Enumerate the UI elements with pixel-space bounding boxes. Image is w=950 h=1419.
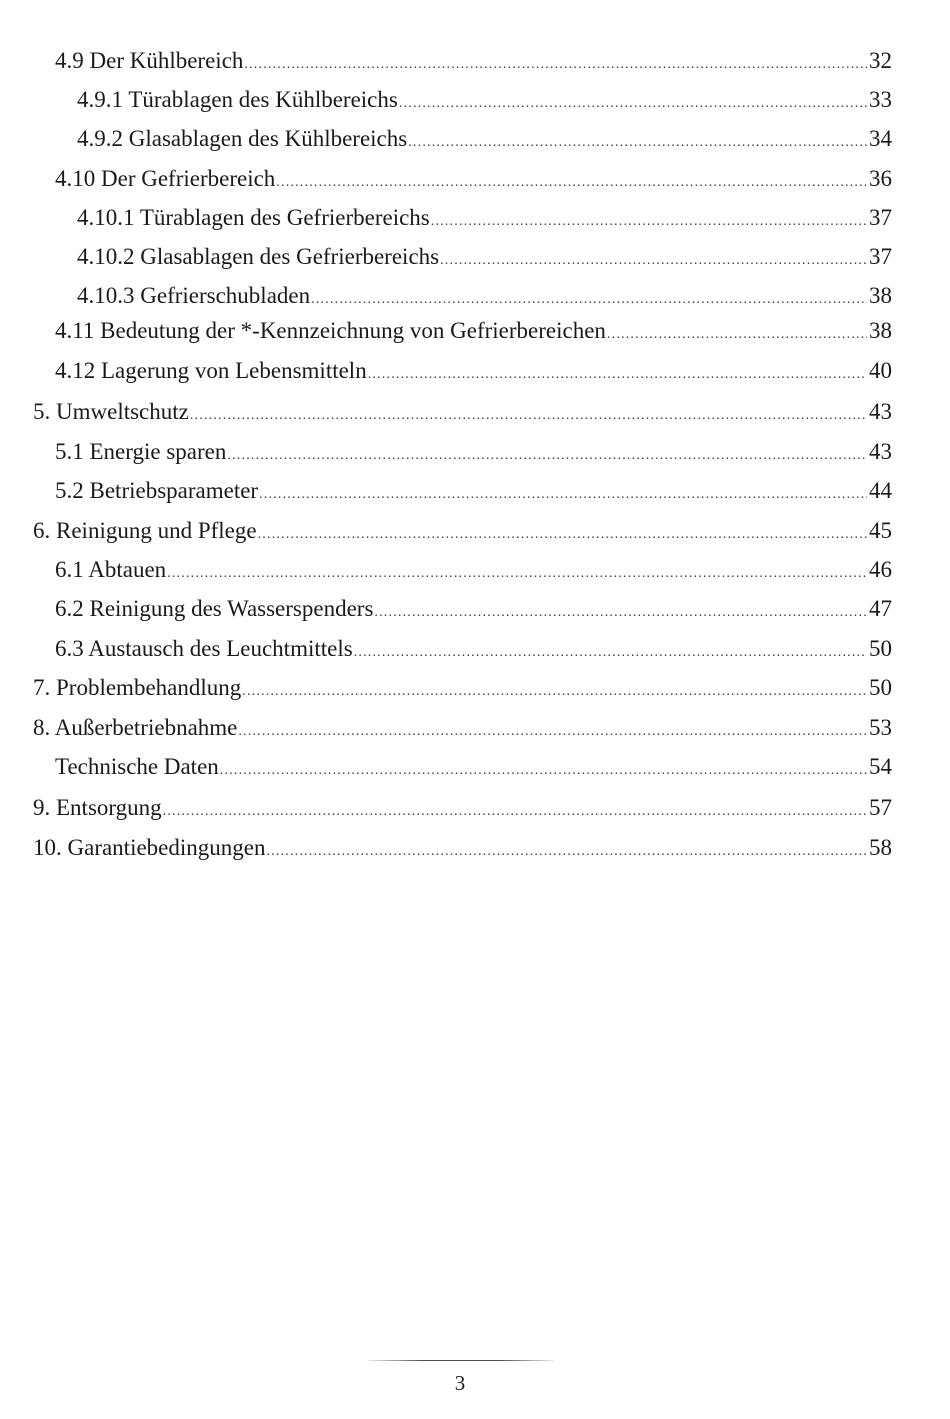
dot-leader: [227, 439, 867, 473]
toc-entry-page: 43: [869, 399, 892, 424]
dot-leader: [238, 715, 867, 749]
dot-leader: [167, 557, 867, 591]
toc-entry-title: 5.2 Betriebsparameter: [55, 478, 259, 503]
toc-entry-page: 32: [869, 48, 892, 73]
toc-entry-title: 6. Reinigung und Pflege: [33, 518, 257, 543]
toc-entry[interactable]: [77, 201, 892, 235]
toc-entry-page: 50: [869, 675, 892, 700]
dot-leader: [259, 478, 867, 512]
toc-entry[interactable]: [55, 750, 892, 784]
toc-entry[interactable]: [33, 791, 892, 825]
toc-entry[interactable]: [55, 354, 892, 388]
toc-entry-page: 37: [869, 244, 892, 269]
toc-entry-title: 9. Entsorgung: [33, 795, 162, 820]
toc-entry-title: 4.11 Bedeutung der *-Kennzeichnung von Gefrierbereichen: [55, 318, 606, 343]
dot-leader: [258, 518, 867, 552]
toc-entry-title: 4.9 Der Kühlbereich: [55, 48, 244, 73]
toc-entry-page: 43: [869, 439, 892, 464]
dot-leader: [408, 126, 867, 160]
toc-entry[interactable]: [77, 83, 892, 117]
dot-leader: [354, 636, 867, 670]
toc-entry-title: 4.10 Der Gefrierbereich: [55, 166, 276, 191]
toc-entry-page: 47: [869, 596, 892, 621]
toc-entry-title: 4.10.1 Türablagen des Gefrierbereichs: [77, 205, 430, 230]
dot-leader: [163, 795, 867, 829]
toc-entry-page: 50: [869, 636, 892, 661]
dot-leader: [399, 87, 867, 121]
toc-entry[interactable]: [55, 44, 892, 78]
toc-entry[interactable]: [55, 162, 892, 196]
toc-entry[interactable]: [77, 279, 892, 313]
toc-entry-title: Technische Daten: [55, 754, 219, 779]
toc-entry-page: 38: [869, 283, 892, 308]
toc-entry-title: 4.9.2 Glasablagen des Kühlbereichs: [77, 126, 408, 151]
toc-entry-title: 7. Problembehandlung: [33, 675, 242, 700]
toc-entry-title: 5.1 Energie sparen: [55, 439, 227, 464]
dot-leader: [607, 318, 867, 352]
toc-entry[interactable]: [55, 592, 892, 626]
toc-entry-page: 44: [869, 478, 892, 503]
toc-entry-title: 6.3 Austausch des Leuchtmittels: [55, 636, 353, 661]
toc-entry-title: 4.10.3 Gefrierschubladen: [77, 283, 311, 308]
toc-entry[interactable]: [33, 671, 892, 705]
toc-entry-page: 33: [869, 87, 892, 112]
page-number: 3: [454, 1371, 466, 1395]
dot-leader: [440, 244, 867, 278]
toc-entry-page: 58: [869, 835, 892, 860]
dot-leader: [242, 675, 867, 709]
toc-entry-title: 4.9.1 Türablagen des Kühlbereichs: [77, 87, 398, 112]
dot-leader: [266, 835, 867, 869]
toc-entry[interactable]: [33, 514, 892, 548]
toc-entry-title: 4.12 Lagerung von Lebensmitteln: [55, 358, 367, 383]
toc-entry-page: 45: [869, 518, 892, 543]
toc-entry-page: 38: [869, 318, 892, 343]
dot-leader: [431, 205, 867, 239]
toc-entry-page: 57: [869, 795, 892, 820]
dot-leader: [374, 596, 867, 630]
dot-leader: [368, 358, 867, 392]
toc-entry[interactable]: [33, 711, 892, 745]
toc-entry-page: 40: [869, 358, 892, 383]
toc-entry-title: 8. Außerbetriebnahme: [33, 715, 238, 740]
toc-entry-title: 5. Umweltschutz: [33, 399, 189, 424]
dot-leader: [244, 48, 867, 82]
dot-leader: [220, 754, 867, 788]
toc-entry-title: 4.10.2 Glasablagen des Gefrierbereichs: [77, 244, 440, 269]
toc-entry-title: 10. Garantiebedingungen: [33, 835, 266, 860]
toc-entry-title: 6.2 Reinigung des Wasserspenders: [55, 596, 374, 621]
toc-entry[interactable]: [55, 314, 892, 348]
toc-entry[interactable]: [77, 240, 892, 274]
toc-entry[interactable]: [55, 435, 892, 469]
toc-entry[interactable]: [55, 553, 892, 587]
toc-entry[interactable]: [55, 632, 892, 666]
dot-leader: [190, 399, 867, 433]
dot-leader: [311, 283, 867, 317]
toc-entry-page: 54: [869, 754, 892, 779]
dot-leader: [276, 166, 867, 200]
toc-entry-page: 37: [869, 205, 892, 230]
toc-entry[interactable]: [33, 395, 892, 429]
toc-entry-page: 34: [869, 126, 892, 151]
toc-entry[interactable]: [33, 831, 892, 865]
toc-entry-page: 46: [869, 557, 892, 582]
toc-entry[interactable]: [55, 474, 892, 508]
toc-entry-page: 36: [869, 166, 892, 191]
footer-rule: [368, 1360, 554, 1361]
toc-entry-page: 53: [869, 715, 892, 740]
toc-entry-title: 6.1 Abtauen: [55, 557, 167, 582]
toc-entry[interactable]: [77, 122, 892, 156]
